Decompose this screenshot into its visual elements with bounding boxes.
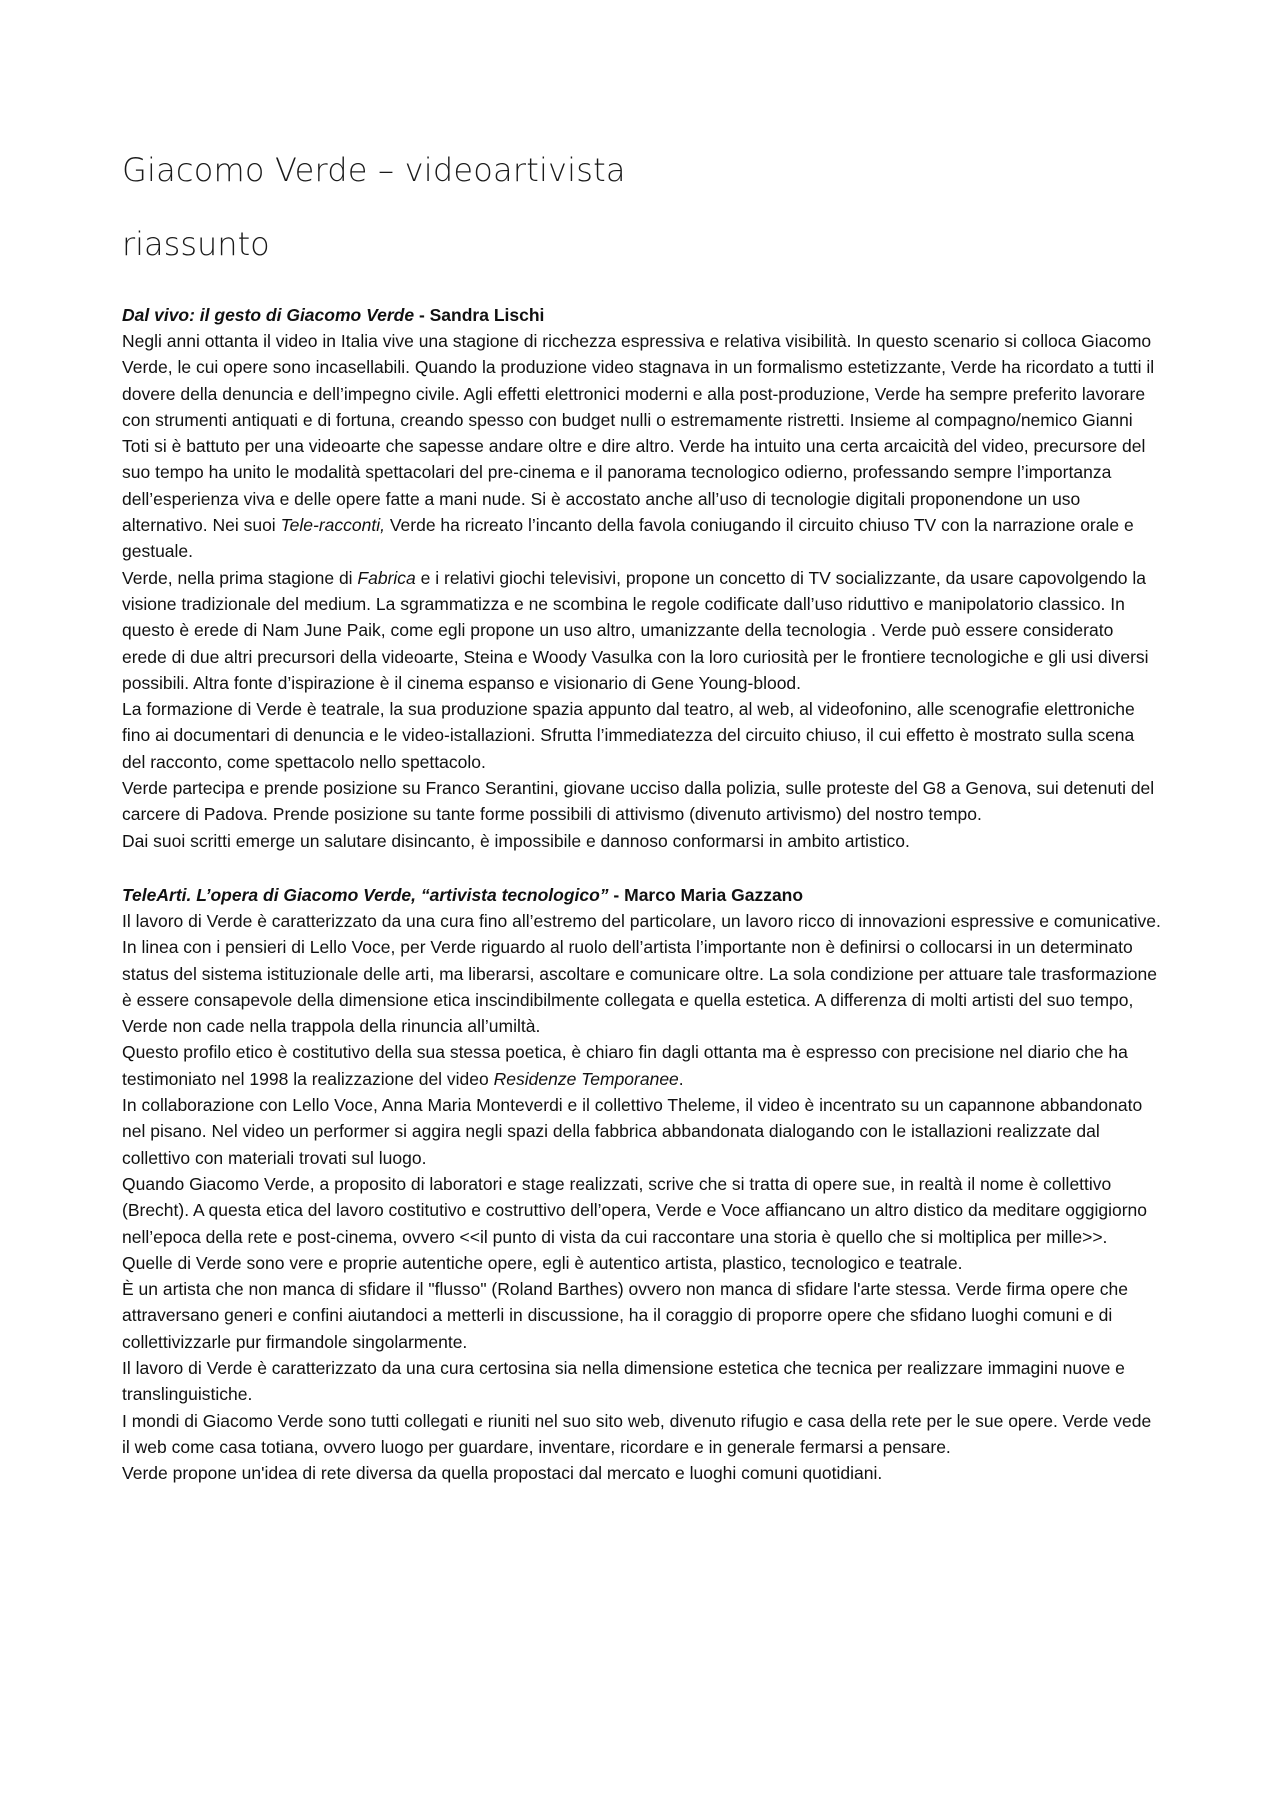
paragraph	[122, 1408, 1162, 1461]
paragraph	[122, 1092, 1162, 1171]
paragraph	[122, 908, 1162, 1039]
paragraph-text: Quando Giacomo Verde, a proposito di laboratori e stage realizzati, scrive che si tratta di opere sue, in realtà il nome è collettivo (Brecht). A questa etica del lavoro costitutivo e costruttivo dell’opera, Verde e Voce affiancano un altro distico da meditare oggigiorno nell’epoca della rete e post-cinema, ovvero <<il punto di vista da cui raccontare una storia è quello che si moltiplica per mille>>.	[122, 1173, 1148, 1247]
paragraph-text: Verde partecipa e prende posizione su Franco Serantini, giovane ucciso dalla polizia, sulle proteste del G8 a Genova, sui detenuti del carcere di Padova. Prende posizione su tante forme possibili di attivismo (divenuto artivismo) del nostro tempo.	[122, 778, 1155, 825]
italic-title: Tele-racconti,	[280, 515, 385, 536]
paragraph-text: Il lavoro di Verde è caratterizzato da una cura certosina sia nella dimensione estetica che tecnica per realizzare immagini nuove e translinguistiche.	[122, 1357, 1125, 1405]
paragraph	[122, 328, 1162, 565]
paragraph-text: e i relativi giochi televisivi, propone un concetto di TV socializzante, da usare capovolgendo la visione tradizionale del medium. La sgrammatizza e ne scombina le regole codificate dall’uso riduttivo e manipolatorio classico. In questo è erede di Nam June Paik, come egli propone un uso altro, umanizzante della tecnologia . Verde può essere considerato erede di due altri precursori della videoarte, Steina e Woody Vasulka con la loro curiosità per le frontiere tecnologiche e gli usi diversi possibili. Altra fonte d’ispirazione è il cinema espanso e visionario di Gene Young-blood.	[122, 567, 1149, 693]
paragraph	[122, 1250, 1162, 1276]
paragraph-text: Questo profilo etico è costitutivo della sua stessa poetica, è chiaro fin dagli ottanta ma è espresso con precisione nel diario che ha testimoniato nel 1998 la realizzazione del video	[122, 1042, 1128, 1089]
section-2	[122, 882, 1162, 1487]
paragraph-text: Negli anni ottanta il video in Italia vive una stagione di ricchezza espressiva e relativa visibilità. In questo scenario si colloca Giacomo Verde, le cui opere sono incasellabili. Quando la produzione video stagnava in un formalismo estetizzante, Verde ha ricordato a tutti il dovere della denuncia e dell’impegno civile. Agli effetti elettronici moderni e alla post-produzione, Verde ha sempre preferito lavorare con strumenti antiquati e di fortuna, creando spesso con budget nulli o estremamente ristretti. Insieme al compagno/nemico Gianni Toti si è battuto per una videoarte che sapesse andare oltre e dire altro. Verde ha intuito una certa arcaicità del video, precursore del suo tempo ha unito le modalità spettacolari del pre-cinema e il panorama tecnologico odierno, professando sempre l’importanza dell’esperienza viva e delle opere fatte a mani nude. Si è accostato anche all’uso di tecnologie digitali proponendone un uso alternativo. Nei suoi	[122, 331, 1155, 536]
paragraph	[122, 565, 1162, 696]
section-heading-author: - Marco Maria Gazzano	[608, 884, 804, 905]
section-heading-work: TeleArti. L’opera di Giacomo Verde, “artivista tecnologico”	[122, 884, 609, 905]
document-sections	[122, 302, 1162, 1486]
paragraph	[122, 1460, 1162, 1486]
paragraph	[122, 828, 1162, 854]
paragraph-text: .	[678, 1068, 684, 1089]
paragraph	[122, 696, 1162, 775]
section-heading-author: - Sandra Lischi	[414, 305, 545, 325]
paragraph	[122, 1276, 1162, 1355]
paragraph	[122, 1171, 1162, 1250]
paragraph	[122, 1039, 1162, 1092]
paragraph	[122, 1355, 1162, 1408]
section-heading-work: Dal vivo: il gesto di Giacomo Verde	[122, 305, 415, 325]
paragraph-text: I mondi di Giacomo Verde sono tutti collegati e riuniti nel suo sito web, divenuto rifugio e casa della rete per le sue opere. Verde vede il web come casa totiana, ovvero luogo per guardare, inventare, ricordare e in generale fermarsi a pensare.	[122, 1410, 1152, 1457]
document-content	[122, 150, 1162, 1486]
paragraph-text: La formazione di Verde è teatrale, la sua produzione spazia appunto dal teatro, al web, al videofonino, alle scenografie elettroniche fino ai documentari di denuncia e le video-istallazioni. Sfrutta l’immediatezza del circuito chiuso, il cui effetto è mostrato sulla scena del racconto, come spettacolo nello spettacolo.	[122, 699, 1135, 772]
paragraph-text: Verde ha ricreato l’incanto della favola coniugando il circuito chiuso TV con la narrazione orale e gestuale.	[122, 515, 1134, 562]
document-title: Giacomo Verde – videoartivista	[122, 151, 626, 189]
paragraph	[122, 775, 1162, 828]
paragraph-text: Dai suoi scritti emerge un salutare disincanto, è impossibile e dannoso conformarsi in ambito artistico.	[122, 830, 910, 851]
paragraph-text: Il lavoro di Verde è caratterizzato da una cura fino all’estremo del particolare, un lavoro ricco di innovazioni espressive e comunicative. In linea con i pensieri di Lello Voce, per Verde riguardo al ruolo dell’artista l’importante non è definirsi o collocarsi in un determinato status del sistema istituzionale delle arti, ma liberarsi, ascoltare e comunicare oltre. La sola condizione per attuare tale trasformazione è essere consapevole della dimensione etica inscindibilmente collegata e quella estetica. A differenza di molti artisti del suo tempo, Verde non cade nella trappola della rinuncia all’umiltà.	[122, 910, 1161, 1037]
paragraph-text: È un artista che non manca di sfidare il "flusso" (Roland Barthes) ovvero non manca di sfidare l'arte stessa. Verde firma opere che attraversano generi e confini aiutandoci a metterli in discussione, ha il coraggio di proporre opere che sfidano luoghi comuni e di collettivizzarle pur firmandole singolarmente.	[122, 1279, 1128, 1352]
section-heading	[122, 882, 1162, 908]
paragraph-text: In collaborazione con Lello Voce, Anna Maria Monteverdi e il collettivo Theleme, il video è incentrato su un capannone abbandonato nel pisano. Nel video un performer si aggira negli spazi della fabbrica abbandonata dialogando con le istallazioni realizzate dal collettivo con materiali trovati sul luogo.	[122, 1095, 1143, 1168]
section-1	[122, 302, 1162, 854]
italic-title: Residenze Temporanee	[493, 1068, 679, 1089]
section-heading	[122, 302, 1162, 328]
paragraph-text: Quelle di Verde sono vere e proprie autentiche opere, egli è autentico artista, plastico, tecnologico e teatrale.	[122, 1252, 963, 1273]
document-subtitle: riassunto	[122, 225, 270, 263]
paragraph-text: Verde, nella prima stagione di	[122, 567, 358, 588]
italic-title: Fabrica	[357, 567, 416, 588]
paragraph-text: Verde propone un'idea di rete diversa da quella propostaci dal mercato e luoghi comuni quotidiani.	[122, 1463, 883, 1484]
